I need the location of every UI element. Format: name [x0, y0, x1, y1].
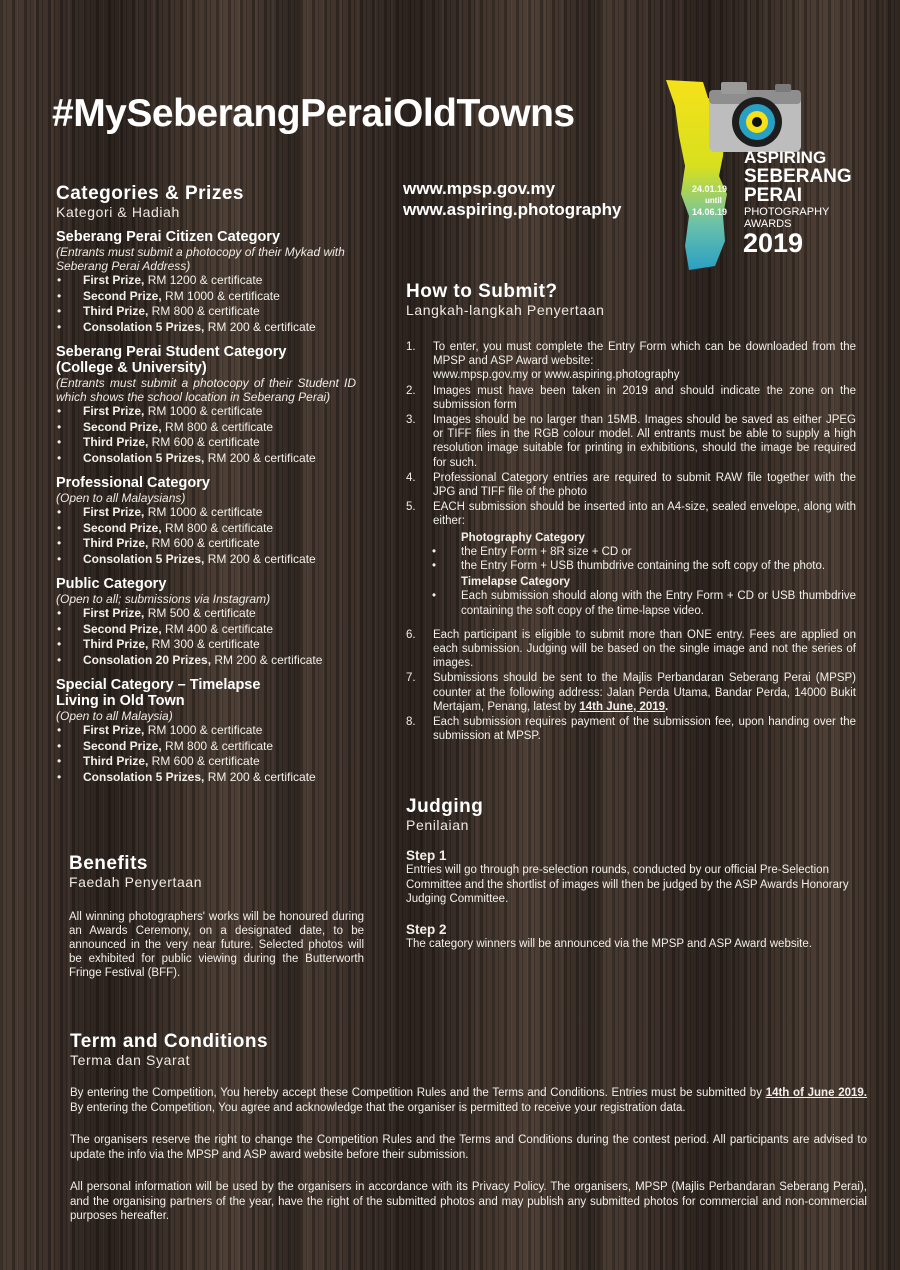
prize-label: Consolation 5 Prizes, — [83, 769, 205, 784]
photography-category-title: Photography Category — [461, 531, 585, 544]
logo-date-start: 24.01.19 — [692, 184, 728, 194]
terms-section — [70, 1031, 867, 1242]
prize-value: RM 800 & certificate — [148, 304, 260, 318]
aspiring-url[interactable]: www.aspiring.photography — [403, 200, 622, 219]
step-item — [406, 715, 856, 743]
mpsp-url[interactable]: www.mpsp.gov.my — [403, 179, 556, 198]
option-item: • Each submission should along with the Entry Form + CD or USB thumbdrive containing the soft copy of the time-lapse video. — [433, 589, 856, 617]
step-number: 8. — [406, 716, 416, 729]
prize-label: Second Prize, — [83, 738, 162, 753]
benefits-text: All winning photographers' works will be honoured during an Awards Ceremony, on a designated date, to be announced in the very near future. Selected photos will be exhibited for public viewing during the Butterworth Fringe Festival (BFF). — [69, 911, 364, 979]
categories-subtitle: Kategori & Hadiah — [56, 204, 180, 220]
step-number: 1. — [406, 341, 416, 353]
prize-label: Consolation 5 Prizes, — [83, 551, 205, 566]
step-text: Each participant is eligible to submit more than ONE entry. Fees are applied on each submission. Judging will be based on the single image and not the series of images. — [433, 628, 856, 670]
terms-p1-end: By entering the Competition, You agree and acknowledge that the organiser is permitted to receive your registration data. — [70, 1101, 686, 1114]
category-title: Public Category — [56, 576, 167, 592]
terms-paragraph-3: All personal information will be used by the organisers in accordance with its Privacy Policy. The organisers, MPSP (Majlis Perbandaran Seberang Perai), and the organising partners of the year, have the right of the submitted photos and may publish any submitted photos for commercial and non-commercial purposes hereafter. — [70, 1181, 867, 1222]
prize-value: RM 800 & certificate — [161, 738, 274, 753]
category-professional — [56, 475, 356, 567]
step-item — [406, 500, 856, 618]
step-text: To enter, you must complete the Entry Form which can be downloaded from the MPSP and ASP Award website: — [433, 341, 856, 368]
step-number: 7. — [406, 672, 416, 685]
prize-value: RM 500 & certificate — [144, 606, 256, 620]
terms-p1-start: By entering the Competition, You hereby accept these Competition Rules and the Terms and Conditions. Entries must be submitted by — [70, 1087, 766, 1099]
step-text: Images should be no larger than 15MB. Images should be saved as either JPEG or TIFF files in the RGB colour model. All entrants must be able to supply a high resolution image suitable for printing in exhibitions, should the image be required for such. — [433, 414, 856, 469]
prize-value: RM 600 & certificate — [148, 435, 260, 449]
prize-item — [56, 622, 356, 638]
step-text-tail: . — [665, 700, 669, 713]
step-text: Images must have been taken in 2019 and should indicate the zone on the submission form — [433, 384, 856, 411]
prize-list — [56, 404, 356, 466]
step-text: Submissions should be sent to the Majlis Perbandaran Seberang Perai (MPSP) counter at the following address: Jalan Perda Utama, Bandar Perda, 14000 Bukit Mertajam, Penang, latest by — [433, 672, 856, 713]
prize-label: First Prize, — [83, 723, 145, 737]
prize-item — [56, 320, 356, 336]
prize-item — [56, 754, 356, 770]
step-item — [406, 628, 856, 671]
prize-item — [56, 770, 356, 786]
prize-item — [56, 536, 356, 552]
prize-value: RM 600 & certificate — [148, 754, 260, 768]
step-item — [406, 413, 856, 470]
step-number: 6. — [406, 628, 416, 641]
logo-until: until — [705, 196, 722, 205]
categories-section — [56, 183, 356, 785]
prize-value: RM 300 & certificate — [148, 637, 260, 651]
awards-logo — [663, 76, 878, 276]
camera-icon — [709, 82, 801, 152]
category-note: (Entrants must submit a photocopy of their Student ID which shows the school location in Seberang Perai) — [56, 376, 356, 404]
option-item: • the Entry Form + 8R size + CD or — [433, 545, 856, 559]
prize-label: Second Prize, — [83, 419, 162, 434]
prize-label: First Prize, — [83, 606, 145, 620]
prize-item — [56, 739, 356, 755]
prize-item — [56, 289, 356, 305]
prize-value: RM 200 & certificate — [204, 551, 316, 566]
how-to-submit-subtitle: Langkah-langkah Penyertaan — [406, 302, 605, 318]
prize-value: RM 800 & certificate — [161, 419, 274, 434]
prize-value: RM 1200 & certificate — [144, 273, 263, 287]
judging-step1-title: Step 1 — [406, 848, 447, 863]
option-item: • the Entry Form + USB thumbdrive containing the soft copy of the photo. — [433, 559, 856, 573]
step-item — [406, 340, 856, 383]
prize-value: RM 1000 & certificate — [144, 404, 263, 418]
category-timelapse — [56, 677, 356, 785]
prize-value: RM 200 & certificate — [204, 319, 316, 334]
prize-item — [56, 653, 356, 669]
prize-label: Second Prize, — [83, 621, 162, 636]
timelapse-category-title: Timelapse Category — [461, 576, 571, 589]
prize-label: Third Prize, — [83, 536, 149, 550]
prize-list — [56, 505, 356, 567]
prize-list — [56, 606, 356, 668]
photography-category-block — [433, 531, 856, 618]
judging-step2-title: Step 2 — [406, 921, 447, 937]
prize-value: RM 600 & certificate — [148, 536, 260, 550]
prize-item — [56, 304, 356, 320]
logo-date-end: 14.06.19 — [692, 207, 728, 217]
prize-value: RM 200 & certificate — [204, 450, 316, 465]
prize-label: Third Prize, — [83, 754, 149, 768]
prize-item — [56, 723, 356, 739]
judging-title: Judging — [406, 796, 484, 817]
step-number: 3. — [406, 414, 416, 427]
prize-label: Second Prize, — [83, 288, 162, 303]
prize-list — [56, 723, 356, 785]
prize-item — [56, 505, 356, 521]
category-note: (Open to all Malaysia) — [56, 709, 173, 723]
timelapse-options — [433, 589, 856, 617]
step-text: Each submission requires payment of the submission fee, upon handing over the submission at MPSP. — [433, 716, 856, 743]
category-citizen — [56, 229, 356, 335]
how-to-submit-section — [406, 281, 856, 744]
prize-item — [56, 420, 356, 436]
category-note: (Open to all Malaysians) — [56, 491, 186, 505]
prize-item — [56, 521, 356, 537]
step-text: EACH submission should be inserted into an A4-size, sealed envelope, along with either: — [433, 501, 856, 528]
prize-label: Consolation 5 Prizes, — [83, 450, 205, 465]
prize-item — [56, 435, 356, 451]
benefits-subtitle: Faedah Penyertaan — [69, 874, 203, 890]
terms-title: Term and Conditions — [70, 1031, 269, 1052]
terms-deadline: 14th of June 2019. — [765, 1087, 867, 1099]
step-item — [406, 671, 856, 714]
judging-subtitle: Penilaian — [406, 817, 469, 833]
step-number: 4. — [406, 471, 416, 484]
category-note: (Open to all; submissions via Instagram) — [56, 592, 271, 606]
step-text: Professional Category entries are required to submit RAW file together with the JPG and TIFF file of the photo — [433, 471, 856, 499]
judging-step2-text: The category winners will be announced via the MPSP and ASP Award website. — [406, 937, 812, 950]
prize-item — [56, 273, 356, 289]
terms-paragraph-2: The organisers reserve the right to change the Competition Rules and the Terms and Conditions during the contest period. All participants are advised to update the info via the MPSP and ASP award website before their submission. — [70, 1134, 867, 1161]
category-title: Seberang Perai Citizen Category — [56, 229, 281, 245]
category-title: Seberang Perai Student Category (College & University) — [56, 344, 287, 376]
prize-label: First Prize, — [83, 404, 145, 418]
website-links — [403, 178, 622, 220]
prize-label: Consolation 20 Prizes, — [83, 652, 212, 667]
prize-label: First Prize, — [83, 505, 145, 519]
prize-item — [56, 451, 356, 467]
prize-value: RM 1000 & certificate — [161, 288, 280, 303]
photography-options — [433, 545, 856, 573]
prize-label: Third Prize, — [83, 435, 149, 449]
step-item — [406, 471, 856, 499]
category-note: (Entrants must submit a photocopy of their Mykad with Seberang Perai Address) — [56, 245, 345, 273]
prize-value: RM 200 & certificate — [211, 652, 323, 667]
prize-label: Third Prize, — [83, 637, 149, 651]
step-number: 2. — [406, 384, 416, 397]
logo-line5: AWARDS — [744, 218, 792, 230]
category-title: Special Category – Timelapse Living in Old Town — [56, 677, 261, 709]
prize-item — [56, 606, 356, 622]
category-title: Professional Category — [56, 475, 210, 491]
page-title: #MySeberangPeraiOldTowns — [52, 92, 575, 135]
category-public — [56, 576, 356, 668]
steps-list — [406, 340, 856, 743]
judging-section — [406, 796, 856, 951]
step-number: 5. — [406, 501, 416, 514]
logo-line3: PERAI — [744, 185, 803, 206]
prize-item — [56, 552, 356, 568]
prize-value: RM 800 & certificate — [161, 520, 274, 535]
categories-title: Categories & Prizes — [56, 183, 244, 204]
prize-value: RM 1000 & certificate — [144, 723, 263, 737]
how-to-submit-title: How to Submit? — [406, 281, 558, 302]
prize-item — [56, 404, 356, 420]
step-links[interactable]: www.mpsp.gov.my or www.aspiring.photography — [433, 369, 680, 382]
benefits-title: Benefits — [69, 853, 148, 874]
prize-label: Second Prize, — [83, 520, 162, 535]
prize-label: First Prize, — [83, 273, 145, 287]
judging-step1-text: Entries will go through pre-selection rounds, conducted by our official Pre-Selection Committee and the shortlist of images will then be judged by the ASP Awards Honorary Judging Committee. — [406, 864, 849, 905]
logo-line4: PHOTOGRAPHY — [744, 206, 830, 218]
logo-line1: ASPIRING — [744, 148, 827, 167]
prize-list — [56, 273, 356, 335]
category-student — [56, 344, 356, 466]
benefits-section — [69, 853, 364, 980]
prize-value: RM 400 & certificate — [161, 621, 274, 636]
logo-line2: SEBERANG — [744, 166, 852, 187]
prize-value: RM 200 & certificate — [204, 769, 316, 784]
prize-item — [56, 637, 356, 653]
prize-value: RM 1000 & certificate — [144, 505, 263, 519]
step-item — [406, 384, 856, 412]
prize-label: Third Prize, — [83, 304, 149, 318]
logo-year: 2019 — [743, 228, 804, 258]
submission-deadline: 14th June, 2019 — [579, 700, 666, 713]
prize-label: Consolation 5 Prizes, — [83, 319, 205, 334]
terms-subtitle: Terma dan Syarat — [70, 1052, 191, 1068]
terms-paragraph-1 — [70, 1086, 867, 1115]
